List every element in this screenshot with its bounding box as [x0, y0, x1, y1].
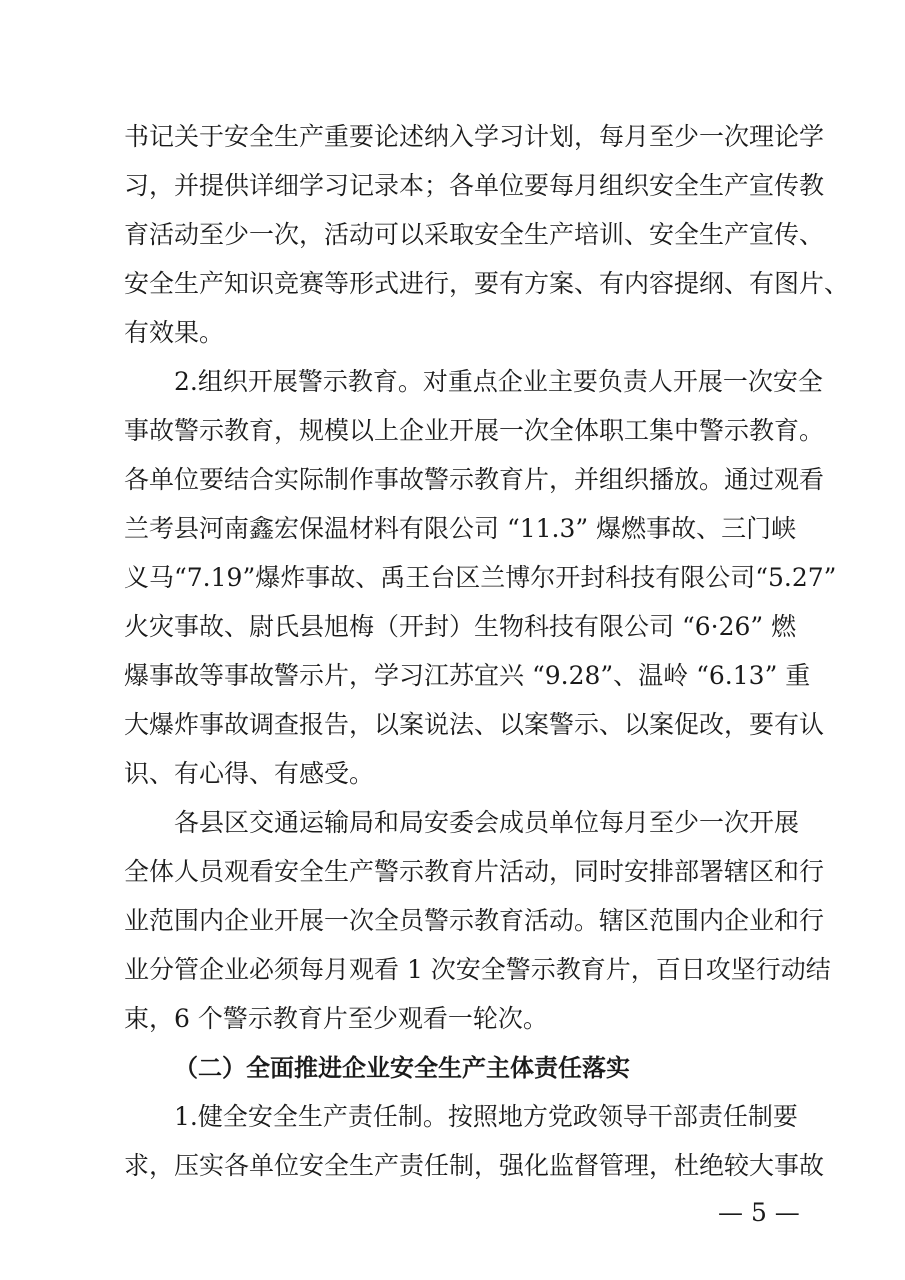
paragraph-line: 育活动至少一次，活动可以采取安全生产培训、安全生产宣传、: [124, 220, 825, 249]
paragraph-line: 束，6 个警示教育片至少观看一轮次。: [124, 1004, 548, 1033]
paragraph-line: 习，并提供详细学习记录本；各单位要每月组织安全生产宣传教: [124, 171, 825, 200]
paragraph-line: 全体人员观看安全生产警示教育片活动，同时安排部署辖区和行: [124, 857, 825, 886]
paragraph-line: 1.健全安全生产责任制。按照地方党政领导干部责任制要: [174, 1102, 798, 1131]
paragraph-line: 有效果。: [124, 318, 225, 347]
paragraph-line: 2.组织开展警示教育。对重点企业主要负责人开展一次安全: [174, 367, 823, 396]
page-number: — 5 —: [718, 1198, 800, 1227]
paragraph-line: 各单位要结合实际制作事故警示教育片，并组织播放。通过观看: [124, 465, 825, 494]
paragraph-line: 书记关于安全生产重要论述纳入学习计划，每月至少一次理论学: [124, 122, 825, 151]
paragraph-line: 识、有心得、有感受。: [124, 759, 375, 788]
paragraph-line: 大爆炸事故调查报告，以案说法、以案警示、以案促改，要有认: [124, 710, 825, 739]
paragraph-line: 各县区交通运输局和局安委会成员单位每月至少一次开展: [174, 808, 800, 837]
paragraph-line: 业分管企业必须每月观看 1 次安全警示教育片，百日攻坚行动结: [124, 955, 831, 984]
paragraph-line: 义马“7.19”爆炸事故、禹王台区兰博尔开封科技有限公司“5.27”: [124, 563, 837, 592]
section-heading: （二）全面推进企业安全生产主体责任落实: [174, 1054, 630, 1082]
paragraph-line: 求，压实各单位安全生产责任制，强化监督管理，杜绝较大事故: [124, 1151, 825, 1180]
paragraph-line: 事故警示教育，规模以上企业开展一次全体职工集中警示教育。: [124, 416, 825, 445]
paragraph-line: 业范围内企业开展一次全员警示教育活动。辖区范围内企业和行: [124, 906, 825, 935]
paragraph-line: 安全生产知识竞赛等形式进行，要有方案、有内容提纲、有图片、: [124, 269, 850, 298]
paragraph-line: 火灾事故、尉氏县旭梅（开封）生物科技有限公司 “6·26” 燃: [124, 612, 797, 641]
paragraph-line: 兰考县河南鑫宏保温材料有限公司 “11.3” 爆燃事故、三门峡: [124, 514, 797, 543]
paragraph-line: 爆事故等事故警示片，学习江苏宜兴 “9.28”、温岭 “6.13” 重: [124, 661, 811, 690]
